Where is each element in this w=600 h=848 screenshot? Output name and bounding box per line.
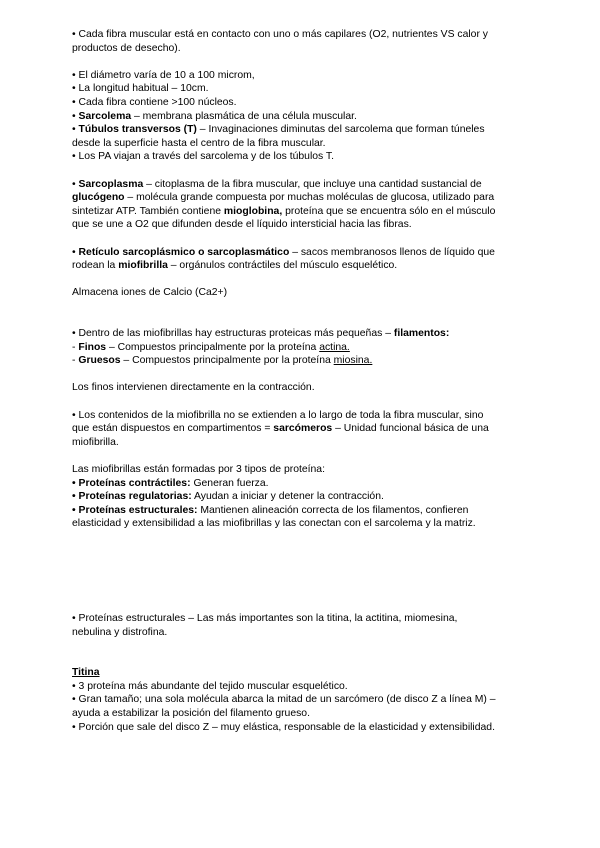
text-line: • Proteínas estructurales: Mantienen alineación correcta de los filamentos, confieren xyxy=(72,504,469,516)
term-reticulo: Retículo sarcoplásmico o sarcoplasmático xyxy=(78,246,290,258)
text-line: productos de desecho). xyxy=(72,42,181,54)
text-line: • 3 proteína más abundante del tejido muscular esquelético. xyxy=(72,680,348,692)
term-tubulos: Túbulos transversos (T) xyxy=(78,124,197,136)
term-mioglobina: mioglobina, xyxy=(223,205,283,217)
paragraph-capilares xyxy=(72,28,534,55)
section-titina xyxy=(72,666,534,734)
paragraph-fibra xyxy=(72,69,534,164)
text-calcio: Almacena iones de Calcio (Ca2+) xyxy=(72,287,228,299)
text-line: • Los contenidos de la miofibrilla no se extienden a lo largo de toda la fibra muscular, sino xyxy=(72,409,484,421)
text-line: que están dispuestos en compartimentos = sarcómeros – Unidad funcional básica de una xyxy=(72,423,489,435)
term-sarcomeros: sarcómeros xyxy=(273,423,333,435)
text-line: • Los PA viajan a través del sarcolema y de los túbulos T. xyxy=(72,151,335,163)
text-line: • Proteínas contráctiles: Generan fuerza. xyxy=(72,477,269,489)
text-line: rodean la miofibrilla – orgánulos contráctiles del músculo esquelético. xyxy=(72,260,398,272)
text-line: • Retículo sarcoplásmico o sarcoplasmático – sacos membranosos llenos de líquido que xyxy=(72,246,495,258)
text-line: • Cada fibra contiene >100 núcleos. xyxy=(72,96,237,108)
paragraph-proteinas xyxy=(72,463,534,531)
text-line: - Gruesos – Compuestos principalmente por la proteína miosina. xyxy=(72,355,373,367)
term-sarcoplasma: Sarcoplasma xyxy=(78,178,144,190)
term-glucogeno: glucógeno xyxy=(72,192,125,204)
document-page xyxy=(72,28,534,734)
text-line: • Dentro de las miofibrillas hay estructuras proteicas más pequeñas – filamentos: xyxy=(72,328,450,340)
text-line: • Sarcoplasma – citoplasma de la fibra muscular, que incluye una cantidad sustancial de xyxy=(72,178,482,190)
paragraph-estructurales xyxy=(72,612,534,639)
term-finos: Finos xyxy=(78,341,107,353)
text-line: desde la superficie hasta el centro de la fibra muscular. xyxy=(72,137,326,149)
text-line: • Túbulos transversos (T) – Invaginaciones diminutas del sarcolema que forman túneles xyxy=(72,124,485,136)
term-actina: actina. xyxy=(319,341,350,353)
text-line: nebulina y distrofina. xyxy=(72,626,168,638)
text-line: • La longitud habitual – 10cm. xyxy=(72,83,209,95)
text-line: - Finos – Compuestos principalmente por la proteína actina. xyxy=(72,341,350,353)
text-line: sintetizar ATP. También contiene mioglobina, proteína que se encuentra sólo en el músculo xyxy=(72,205,496,217)
term-miosina: miosina. xyxy=(333,355,373,367)
text-line: • Gran tamaño; una sola molécula abarca la mitad de un sarcómero (de disco Z a línea M) – xyxy=(72,694,496,706)
text-line: • Proteínas estructurales – Las más importantes son la titina, la actitina, miomesina, xyxy=(72,612,458,624)
term-miofibrilla: miofibrilla xyxy=(118,260,168,272)
text-line: • El diámetro varía de 10 a 100 microm, xyxy=(72,69,255,81)
text-line: glucógeno – molécula grande compuesta por muchas moléculas de glucosa, utilizado para xyxy=(72,192,495,204)
paragraph-sarcoplasma xyxy=(72,178,534,232)
term-gruesos: Gruesos xyxy=(78,355,121,367)
term-filamentos: filamentos: xyxy=(393,328,450,340)
text-line: miofibrilla. xyxy=(72,436,119,448)
text-finos: Los finos intervienen directamente en la contracción. xyxy=(72,382,315,394)
text-line: • Sarcolema – membrana plasmática de una célula muscular. xyxy=(72,110,357,122)
text-line: • Cada fibra muscular está en contacto con uno o más capilares (O2, nutrientes VS calor y xyxy=(72,29,489,40)
text-line: Las miofibrillas están formadas por 3 tipos de proteína: xyxy=(72,464,325,475)
text-line: que se une a O2 que difunden desde el líquido intersticial hacia las fibras. xyxy=(72,219,412,231)
heading-titina: Titina xyxy=(72,667,100,679)
term-sarcolema: Sarcolema xyxy=(78,110,132,122)
text-line: • Proteínas regulatorias: Ayudan a iniciar y detener la contracción. xyxy=(72,491,384,503)
text-line: ayuda a estabilizar la posición del filamento grueso. xyxy=(72,707,310,719)
paragraph-sarcomeros xyxy=(72,409,534,450)
text-line: elasticidad y extensibilidad a las miofibrillas y las conectan con el sarcolema y la matriz. xyxy=(72,518,476,530)
paragraph-filamentos xyxy=(72,327,534,368)
paragraph-reticulo xyxy=(72,246,534,273)
text-line: • Porción que sale del disco Z – muy elástica, responsable de la elasticidad y extensibilidad. xyxy=(72,721,495,733)
